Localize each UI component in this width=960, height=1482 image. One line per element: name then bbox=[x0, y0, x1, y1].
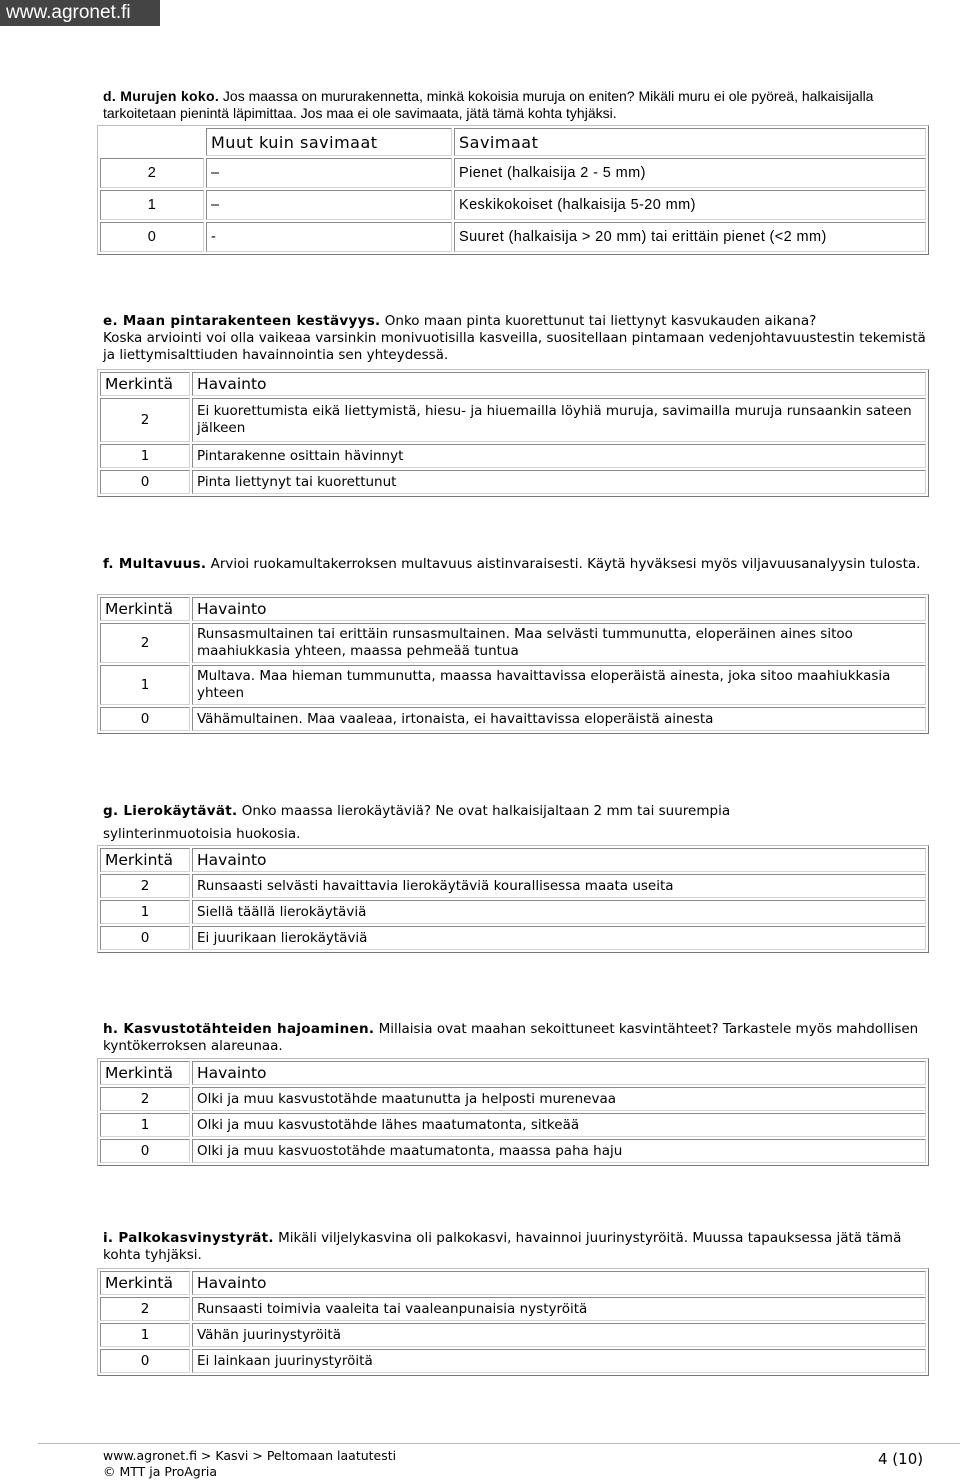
table-row bbox=[100, 1349, 926, 1373]
observation-cell: Multava. Maa hieman tummunutta, maassa havaittavissa eloperäistä ainesta, joka sitoo maahiukkasia yhteen bbox=[192, 665, 926, 705]
observation-cell: Olki ja muu kasvustotähde lähes maatumatonta, sitkeää bbox=[192, 1113, 926, 1137]
footer-left bbox=[103, 1448, 396, 1480]
footer-divider bbox=[38, 1443, 960, 1444]
score-cell: 1 bbox=[100, 444, 190, 468]
section-h-heading: h. Kasvustotähteiden hajoaminen. bbox=[103, 1021, 375, 1037]
humus-content-table bbox=[97, 594, 929, 734]
table-row bbox=[100, 874, 926, 898]
score-cell: 1 bbox=[100, 900, 190, 924]
section-g-heading: g. Lierokäytävät. bbox=[103, 803, 238, 819]
section-e-heading: e. Maan pintarakenteen kestävyys. bbox=[103, 313, 381, 329]
other-soil-cell: – bbox=[206, 158, 452, 188]
score-cell: 2 bbox=[100, 398, 190, 442]
observation-cell: Pinta liettynyt tai kuorettunut bbox=[192, 470, 926, 494]
score-cell: 0 bbox=[100, 707, 190, 731]
section-e-question: Onko maan pinta kuorettunut tai liettynyt kasvukauden aikana? bbox=[384, 313, 817, 329]
other-soil-cell: - bbox=[206, 222, 452, 252]
observation-cell: Siellä täällä lierokäytäviä bbox=[192, 900, 926, 924]
score-cell: 2 bbox=[100, 1297, 190, 1321]
section-e-text: Koska arviointi voi olla vaikeaa varsinkin monivuotisilla kasveilla, suositellaan pintamaan vedenjohtavuustestin tekemistä ja liettymisalttiuden havainnointia sen yhteydessä. bbox=[103, 330, 926, 363]
earthworm-channels-table bbox=[97, 845, 929, 953]
col-header-other-soils: Muut kuin savimaat bbox=[206, 128, 452, 156]
table-row bbox=[100, 444, 926, 468]
section-i-text: Mikäli viljelykasvina oli palkokasvi, havainnoi juurinystyröitä. Muussa tapauksessa jätä tämä kohta tyhjäksi. bbox=[103, 1230, 902, 1263]
col-header-mark: Merkintä bbox=[100, 1271, 190, 1295]
score-cell: 1 bbox=[100, 1113, 190, 1137]
observation-cell: Pintarakenne osittain hävinnyt bbox=[192, 444, 926, 468]
site-url-banner[interactable]: www.agronet.fi bbox=[0, 0, 160, 26]
col-header-mark: Merkintä bbox=[100, 848, 190, 872]
footer-breadcrumb[interactable]: www.agronet.fi > Kasvi > Peltomaan laatutesti bbox=[103, 1448, 397, 1463]
section-f-intro bbox=[103, 556, 933, 573]
legume-nodules-table bbox=[97, 1268, 929, 1376]
clay-soil-cell: Suuret (halkaisija > 20 mm) tai erittäin pienet (<2 mm) bbox=[454, 222, 926, 252]
section-i-intro bbox=[103, 1230, 933, 1264]
table-row bbox=[100, 158, 926, 188]
score-cell: 1 bbox=[100, 190, 204, 220]
clay-soil-cell: Keskikokoiset (halkaisija 5-20 mm) bbox=[454, 190, 926, 220]
table-row bbox=[100, 665, 926, 705]
table-row bbox=[100, 470, 926, 494]
score-cell: 0 bbox=[100, 926, 190, 950]
section-e-intro bbox=[103, 313, 933, 364]
section-h-intro bbox=[103, 1021, 933, 1055]
score-cell: 0 bbox=[100, 1139, 190, 1163]
col-header-mark: Merkintä bbox=[100, 1061, 190, 1085]
col-header-observation: Havainto bbox=[192, 848, 926, 872]
section-g-intro bbox=[103, 800, 933, 846]
table-row bbox=[100, 1113, 926, 1137]
observation-cell: Olki ja muu kasvuostotähde maatumatonta, maassa paha haju bbox=[192, 1139, 926, 1163]
section-d-text: Jos maassa on mururakennetta, minkä kokoisia muruja on eniten? Mikäli muru ei ole pyöreä, halkaisijalla tarkoitetaan pienintä läpimittaa. Jos maa ei ole savimaata, jätä tämä kohta tyhjäksi. bbox=[103, 88, 874, 121]
observation-cell: Vähämultainen. Maa vaaleaa, irtonaista, ei havaittavissa eloperäistä ainesta bbox=[192, 707, 926, 731]
table-row bbox=[100, 623, 926, 663]
section-d-heading: d. Murujen koko. bbox=[103, 88, 220, 104]
observation-cell: Vähän juurinystyröitä bbox=[192, 1323, 926, 1347]
col-header-observation: Havainto bbox=[192, 1271, 926, 1295]
page-number: 4 (10) bbox=[878, 1450, 924, 1468]
col-header-observation: Havainto bbox=[192, 372, 926, 396]
surface-structure-table bbox=[97, 369, 929, 497]
table-row bbox=[100, 1323, 926, 1347]
col-header-observation: Havainto bbox=[192, 597, 926, 621]
col-header-clay-soils: Savimaat bbox=[454, 128, 926, 156]
table-row bbox=[100, 1297, 926, 1321]
score-cell: 2 bbox=[100, 623, 190, 663]
footer-copyright: © MTT ja ProAgria bbox=[103, 1464, 217, 1479]
table-row bbox=[100, 190, 926, 220]
section-f-text: Arvioi ruokamultakerroksen multavuus aistinvaraisesti. Käytä hyväksesi myös viljavuusanalyysin tulosta. bbox=[210, 556, 921, 572]
table-row bbox=[100, 1139, 926, 1163]
observation-cell: Runsaasti toimivia vaaleita tai vaaleanpunaisia nystyröitä bbox=[192, 1297, 926, 1321]
section-g-text-line2: sylinterinmuotoisia huokosia. bbox=[103, 826, 301, 842]
table-row bbox=[100, 926, 926, 950]
table-row bbox=[100, 398, 926, 442]
score-cell: 2 bbox=[100, 1087, 190, 1111]
crop-residue-table bbox=[97, 1058, 929, 1166]
score-cell: 2 bbox=[100, 874, 190, 898]
observation-cell: Runsasmultainen tai erittäin runsasmultainen. Maa selvästi tummunutta, eloperäinen aines sitoo maahiukkasia yhteen, maassa pehmeää tuntua bbox=[192, 623, 926, 663]
score-cell: 0 bbox=[100, 1349, 190, 1373]
clay-soil-cell: Pienet (halkaisija 2 - 5 mm) bbox=[454, 158, 926, 188]
col-header-mark: Merkintä bbox=[100, 372, 190, 396]
table-row bbox=[100, 222, 926, 252]
score-cell: 0 bbox=[100, 470, 190, 494]
table-row bbox=[100, 707, 926, 731]
other-soil-cell: – bbox=[206, 190, 452, 220]
crumb-size-table bbox=[97, 125, 929, 255]
col-header-mark: Merkintä bbox=[100, 597, 190, 621]
table-row bbox=[100, 900, 926, 924]
score-cell: 1 bbox=[100, 665, 190, 705]
observation-cell: Ei kuorettumista eikä liettymistä, hiesu- ja hiuemailla löyhiä muruja, savimailla muruja runsaankin sateen jälkeen bbox=[192, 398, 926, 442]
observation-cell: Ei juurikaan lierokäytäviä bbox=[192, 926, 926, 950]
observation-cell: Ei lainkaan juurinystyröitä bbox=[192, 1349, 926, 1373]
section-g-text-line1: Onko maassa lierokäytäviä? Ne ovat halkaisijaltaan 2 mm tai suurempia bbox=[241, 803, 731, 819]
col-header-observation: Havainto bbox=[192, 1061, 926, 1085]
score-cell: 0 bbox=[100, 222, 204, 252]
section-i-heading: i. Palkokasvinystyrät. bbox=[103, 1230, 274, 1246]
section-d-intro bbox=[103, 88, 933, 122]
empty-header-cell bbox=[100, 128, 204, 156]
section-h-text: Millaisia ovat maahan sekoittuneet kasvintähteet? Tarkastele myös mahdollisen kyntökerroksen alareunaa. bbox=[103, 1021, 919, 1054]
score-cell: 1 bbox=[100, 1323, 190, 1347]
section-f-heading: f. Multavuus. bbox=[103, 556, 207, 572]
observation-cell: Olki ja muu kasvustotähde maatunutta ja helposti murenevaa bbox=[192, 1087, 926, 1111]
observation-cell: Runsaasti selvästi havaittavia lierokäytäviä kourallisessa maata useita bbox=[192, 874, 926, 898]
score-cell: 2 bbox=[100, 158, 204, 188]
table-row bbox=[100, 1087, 926, 1111]
